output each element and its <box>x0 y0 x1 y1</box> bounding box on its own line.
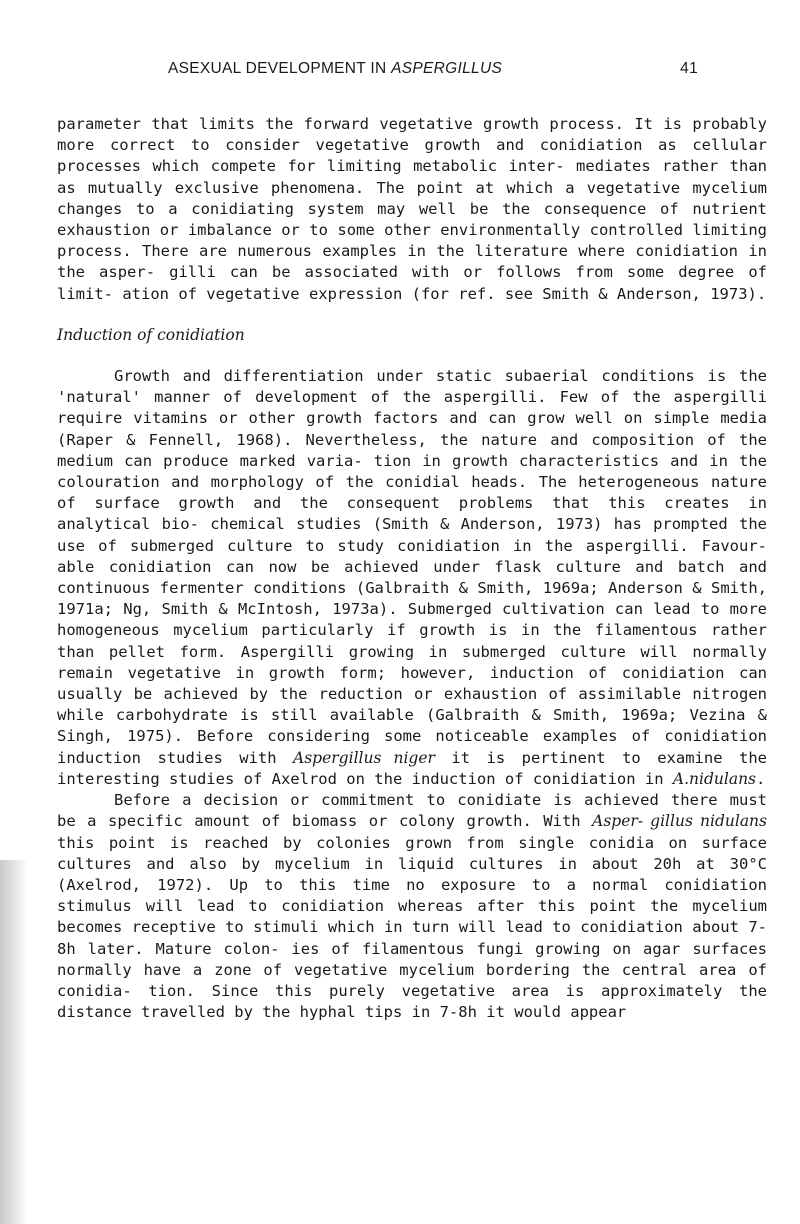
running-title <box>168 60 502 78</box>
page-number: 41 <box>680 60 698 77</box>
running-title-genus: ASPERGILLUS <box>391 60 503 77</box>
paragraph-text: Growth and differentiation under static subaerial conditions is the 'natural' manner of development of the aspergilli. Few of the aspergilli require vitamins or other growth factors and can grow well on simple media (Raper & Fennell, 1968). Nevertheless, the nature and composition of the medium can produce marked varia- tion in growth characteristics and in the colouration and morphology of the conidial heads. The heterogeneous nature of surface growth and the consequent problems that this creates in analytical bio- chemical studies (Smith & Anderson, 1973) has prompted the use of submerged culture to study conidiation in the aspergilli. Favour- able conidiation can now be achieved under flask culture and batch and continuous fermenter conditions (Galbraith & Smith, 1969a; Anderson & Smith, 1971a; Ng, Smith & McIntosh, 1973a). Submerged cultivation can lead to more homogeneous mycelium particularly if growth is in the filamentous rather than pellet form. Aspergilli growing in submerged culture will normally remain vegetative in growth form; however, induction of conidiation can usually be achieved by the reduction or exhaustion of assimilable nitrogen while carbohydrate is still available (Galbraith & Smith, 1969a; Vezina & Singh, 1975). Before considering some noticeable examples of conidiation induction studies with <box>57 367 767 767</box>
paragraph-text: Before a decision or commitment to conidiate is achieved there must be a specific amount of biomass or colony growth. With <box>57 791 767 831</box>
paragraph-text: . <box>756 769 766 788</box>
paragraph-growth-differentiation <box>57 366 767 790</box>
species-name: A.nidulans <box>672 769 757 788</box>
paragraph-text: it is pertinent to examine the interesting studies of Axelrod on the induction of conidiation in <box>57 748 767 788</box>
running-title-prefix: ASEXUAL DEVELOPMENT IN <box>168 60 392 77</box>
page-body <box>57 114 767 1023</box>
paragraph-commitment <box>57 790 767 1023</box>
section-heading: Induction of conidiation <box>57 325 245 344</box>
paragraph-text: this point is reached by colonies grown from single conidia on surface cultures and also by mycelium in liquid cultures in about 20h at 30°C (Axelrod, 1972). Up to this time no exposure to a normal conidiation stimulus will lead to conidiation whereas after this point the mycelium becomes receptive to stimuli which in turn will lead to conidiation about 7-8h later. Mature colon- ies of filamentous fungi growing on agar surfaces normally have a zone of vegetative mycelium bordering the central area of conidia- tion. Since this purely vegetative area is approximately the distance travelled by the hyphal tips in 7-8h it would appear <box>57 833 767 1022</box>
species-name: Aspergillus niger <box>293 748 435 767</box>
paragraph-continued: parameter that limits the forward vegetative growth process. It is probably more correct to consider vegetative growth and conidiation as cellular processes which compete for limiting metabolic inter- mediates rather than as mutually exclusive phenomena. The point at which a vegetative mycelium changes to a conidiating system may well be the consequence of nutrient exhaustion or imbalance or to some other environmentally controlled limiting process. There are numerous examples in the literature where conidiation in the asper- gilli can be associated with or follows from some degree of limit- ation of vegetative expression (for ref. see Smith & Anderson, 1973). <box>57 115 767 303</box>
page-edge-shadow <box>0 860 28 1224</box>
species-name: Asper- gillus nidulans <box>592 812 767 831</box>
